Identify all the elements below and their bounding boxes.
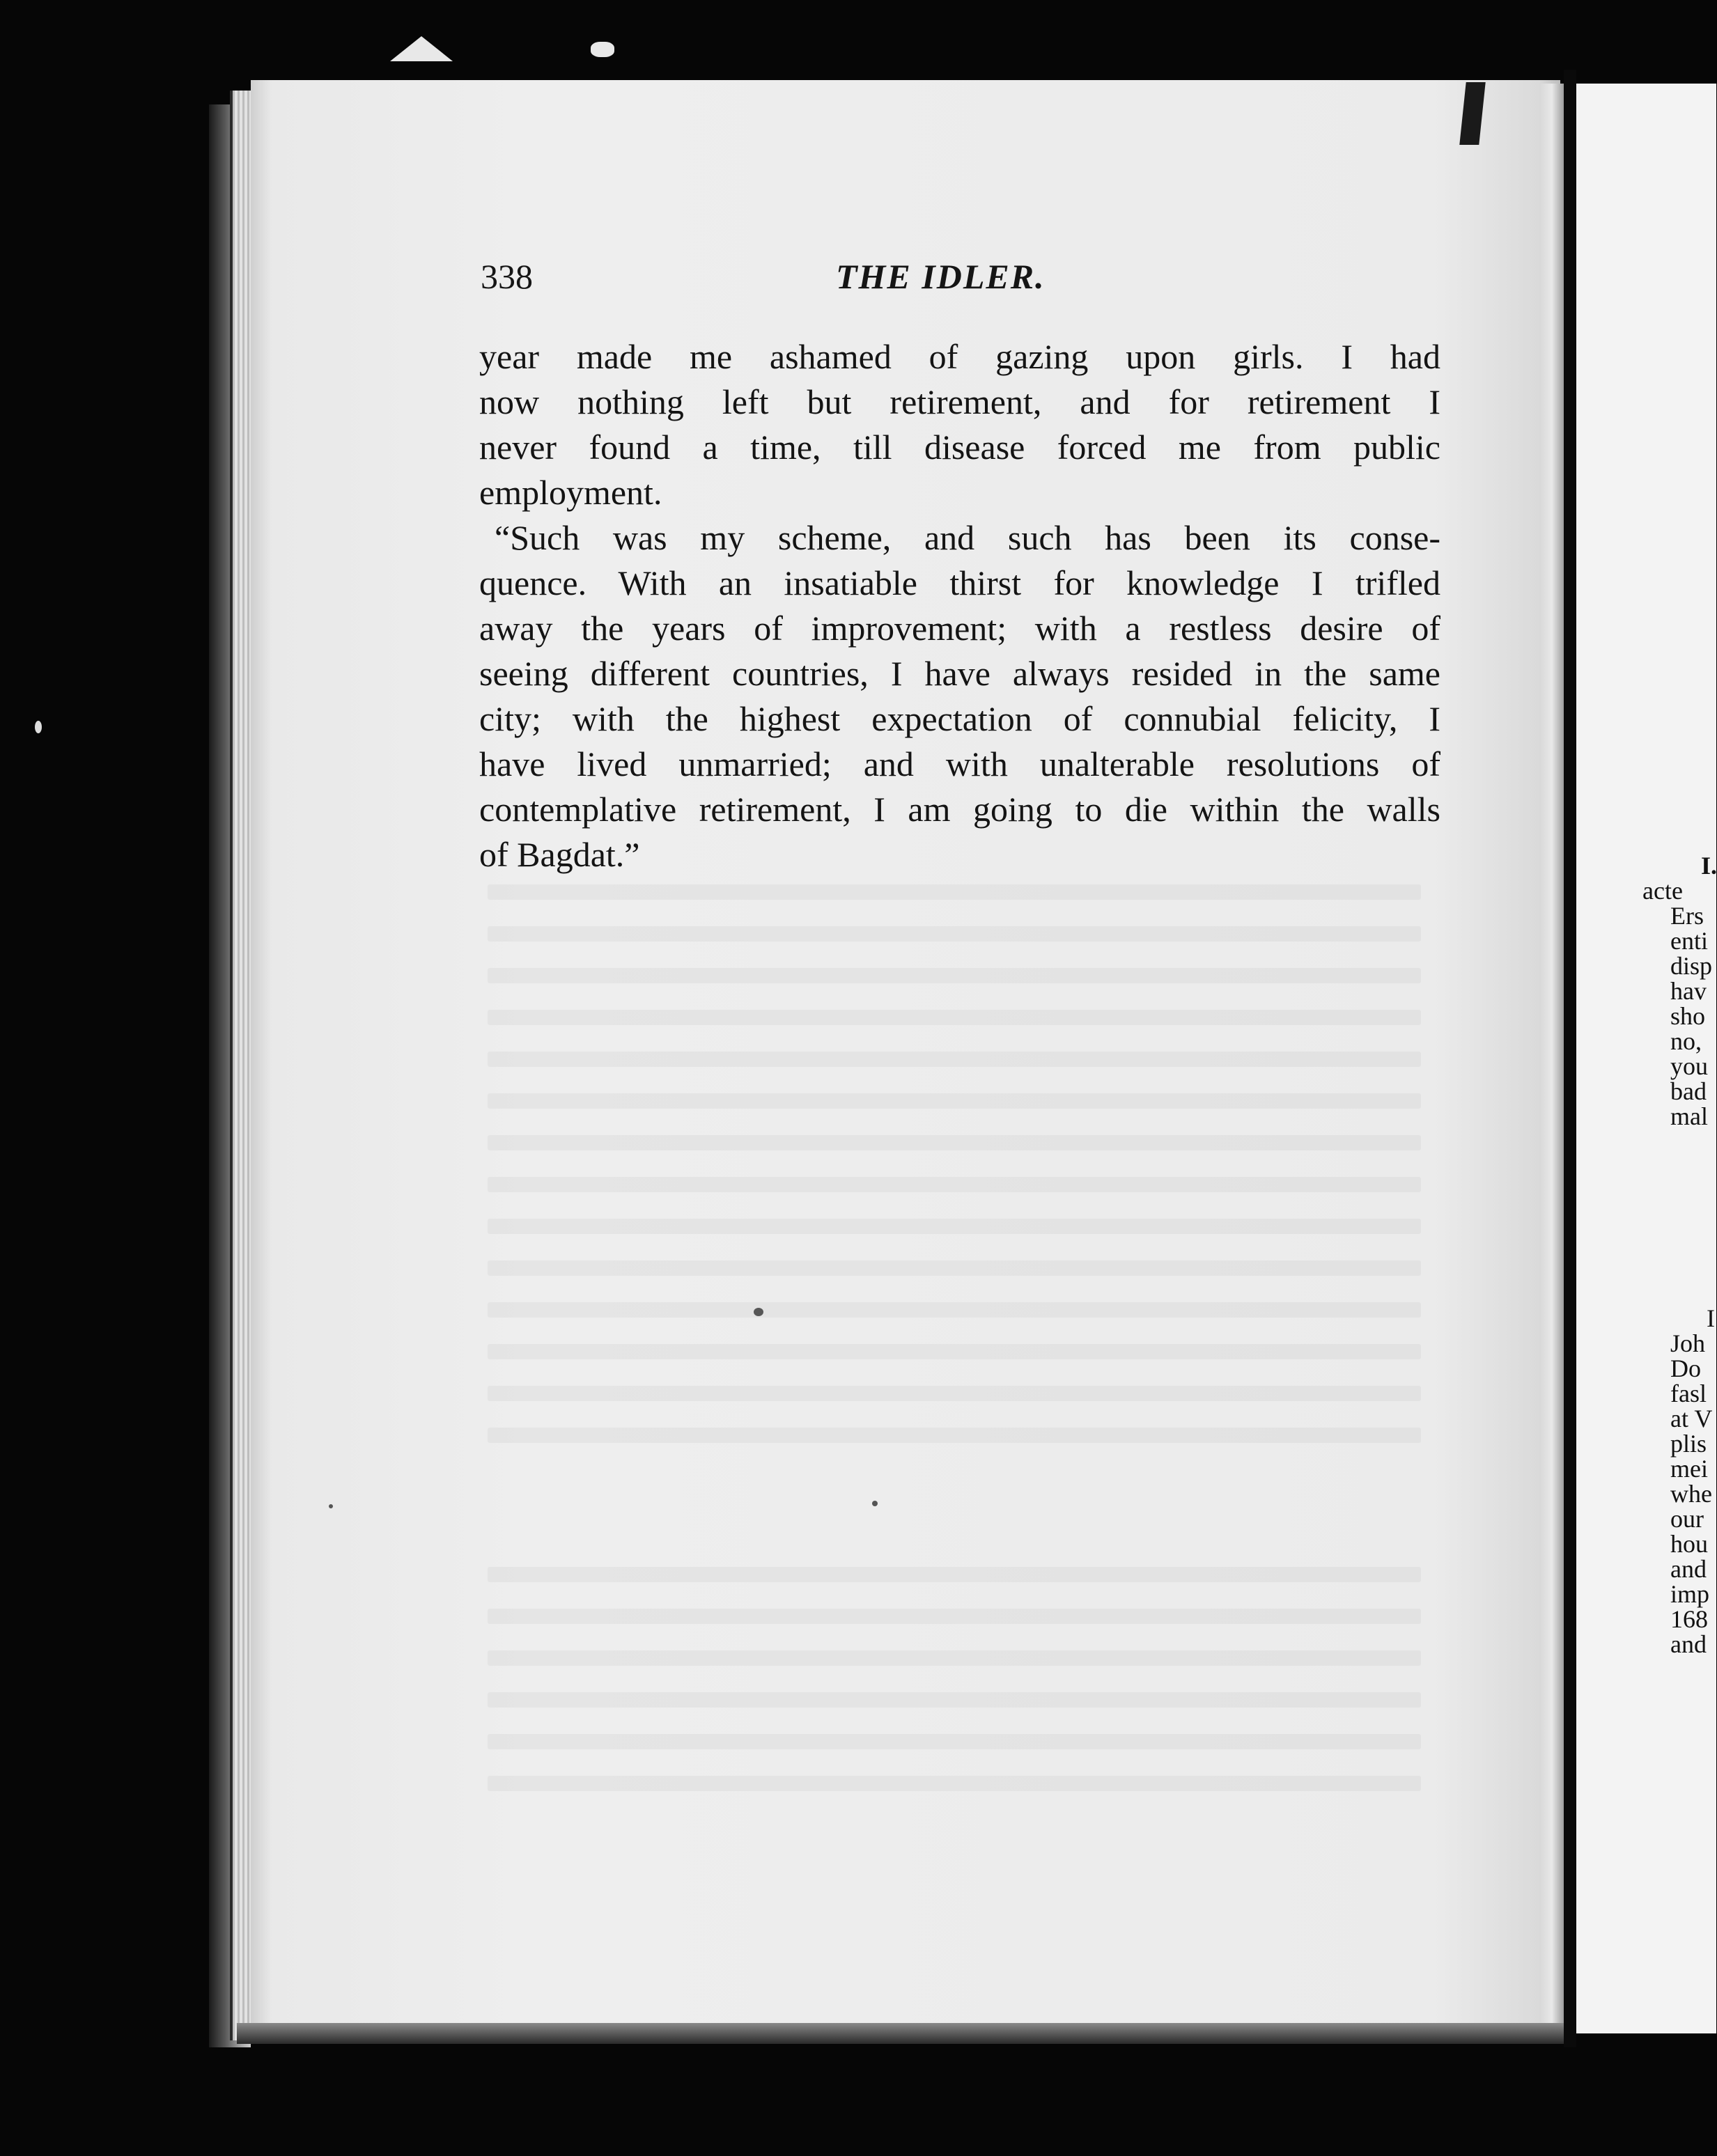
show-through (488, 1010, 1421, 1025)
show-through (488, 926, 1421, 942)
facing-page-text-b (1670, 1306, 1716, 1657)
facing-line: acte (1642, 877, 1683, 905)
facing-line: I. (1701, 852, 1717, 880)
show-through (488, 1650, 1421, 1666)
facing-line: and (1670, 1630, 1707, 1658)
facing-line: bad (1670, 1077, 1707, 1105)
show-through (488, 1177, 1421, 1192)
text-line: “Such was my scheme, and such has been its conse- (495, 518, 1440, 557)
show-through (488, 1052, 1421, 1067)
facing-page-text-a (1642, 852, 1717, 1130)
text-line: contemplative retirement, I am going to die within the walls (479, 790, 1440, 829)
show-through (488, 1302, 1421, 1318)
facing-line: whe (1670, 1480, 1712, 1508)
facing-line: you (1670, 1052, 1708, 1080)
text-line: city; with the highest expectation of connubial felicity, I (479, 699, 1440, 738)
facing-line: disp (1670, 952, 1713, 980)
text-line: year made me ashamed of gazing upon girls. I had (479, 337, 1440, 376)
show-through (488, 1219, 1421, 1234)
text-line: now nothing left but retirement, and for retirement I (479, 382, 1440, 421)
facing-line: hav (1670, 977, 1707, 1005)
show-through (488, 1692, 1421, 1708)
facing-line: mei (1670, 1455, 1708, 1483)
speck (329, 1504, 333, 1508)
show-through (488, 1386, 1421, 1401)
text-line: quence. With an insatiable thirst for knowledge I trifled (479, 563, 1440, 602)
show-through (488, 1609, 1421, 1624)
facing-line: sho (1670, 1002, 1706, 1030)
facing-line: no, (1670, 1027, 1702, 1055)
show-through (488, 1093, 1421, 1109)
page-bottom-shadow (237, 2023, 1574, 2044)
page-number: 338 (481, 257, 533, 296)
facing-line: hou (1670, 1530, 1708, 1558)
facing-line: imp (1670, 1580, 1710, 1608)
show-through (488, 1428, 1421, 1443)
scan-artifact-dot (591, 42, 614, 57)
text-line: employment. (479, 473, 662, 512)
facing-line: and (1670, 1555, 1707, 1583)
scan-artifact-triangle (390, 36, 453, 61)
show-through (488, 968, 1421, 983)
text-line: have lived unmarried; and with unalterable resolutions of (479, 744, 1440, 783)
show-through (488, 1344, 1421, 1359)
facing-line: I (1707, 1304, 1715, 1332)
text-line: of Bagdat.” (479, 835, 640, 874)
body-text (479, 334, 1440, 877)
facing-line: enti (1670, 927, 1708, 955)
facing-line: Ers (1670, 902, 1704, 930)
facing-line: fasl (1670, 1380, 1707, 1407)
spine-gap (1564, 70, 1576, 2047)
facing-line: mal (1670, 1102, 1708, 1130)
facing-line: Joh (1670, 1329, 1706, 1357)
speck (35, 721, 42, 733)
show-through (488, 884, 1421, 900)
running-head (481, 256, 1442, 305)
text-line: never found a time, till disease forced me from public (479, 428, 1440, 467)
facing-line: 168 (1670, 1605, 1708, 1633)
show-through (488, 1135, 1421, 1150)
show-through (488, 1567, 1421, 1582)
facing-line: plis (1670, 1430, 1707, 1458)
text-line: away the years of improvement; with a restless desire of (479, 609, 1440, 648)
running-title: THE IDLER. (836, 257, 1046, 296)
facing-line: our (1670, 1505, 1704, 1533)
speck (872, 1501, 878, 1506)
show-through (488, 1260, 1421, 1276)
facing-line: at V (1670, 1405, 1713, 1432)
show-through (488, 1734, 1421, 1749)
facing-line: Do (1670, 1354, 1701, 1382)
text-line: seeing different countries, I have always resided in the same (479, 654, 1440, 693)
show-through (488, 1776, 1421, 1791)
